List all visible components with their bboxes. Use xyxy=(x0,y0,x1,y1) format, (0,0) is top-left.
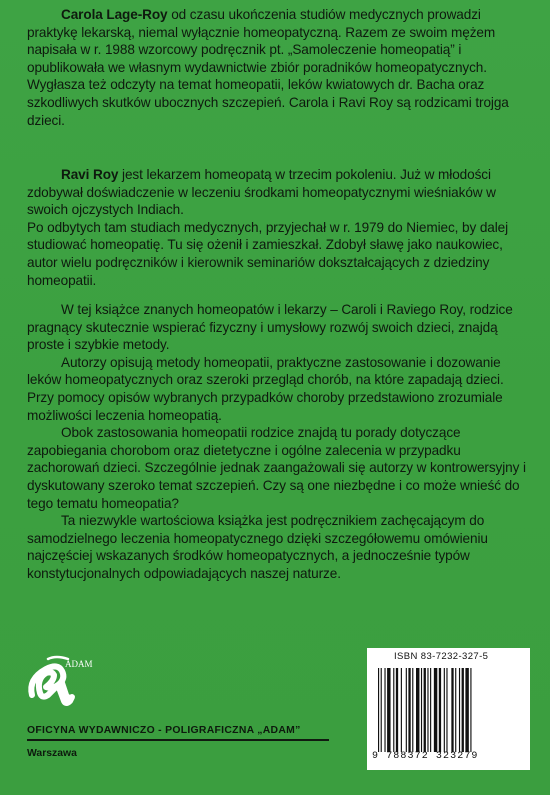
barcode-bars-icon xyxy=(377,668,520,752)
carola-paragraph xyxy=(27,6,527,129)
book-paragraph-3: Obok zastosowania homeopatii rodzice znajdą tu porady dotyczące zapobiegania chorobom oraz dietetyczne i ogólne zalecenia w przypadku zachorowań dzieci. Szczególnie jednak zaangażowali się autorzy w kontrowersyjny i dyskutowany szeroko temat szczepień. Czy są one niezbędne i co może wnieść do tego tematu homeopatia? xyxy=(27,425,526,511)
ravi-paragraph-2: Po odbytych tam studiach medycznych, przyjechał w r. 1979 do Niemiec, by dalej studiować homeopatię. Tu się ożenił i zamieszkał. Zdobył sławę jako naukowiec, autor wielu podręczników i kierownik seminariów dokształcających z dziedziny homeopatii. xyxy=(27,219,509,288)
barcode-digits: 9 788372 323279 xyxy=(372,751,479,762)
ravi-text: jest lekarzem homeopatą w trzecim pokoleniu. Już w młodości zdobywał doświadczenie w leczeniu środkami homeopatycznymi wieśniaków w swoich ojczystych Indiach. xyxy=(27,167,496,218)
logo-text: ADAM xyxy=(65,659,93,669)
adam-logo-icon xyxy=(24,655,94,707)
isbn-text: ISBN 83-7232-327-5 xyxy=(394,651,489,662)
ravi-name: Ravi Roy xyxy=(61,167,119,182)
book-description xyxy=(27,301,527,583)
publisher-city: Warszawa xyxy=(27,748,77,759)
ravi-bio xyxy=(27,166,527,289)
publisher-logo xyxy=(24,655,94,707)
book-paragraph-2: Autorzy opisują metody homeopatii, praktyczne zastosowanie i dozowanie leków homeopatycznych oraz szeroki przegląd chorób, na które zapadają dzieci. Przy pomocy opisów wybranych przypadków choroby przedstawiono zrozumiale możliwości leczenia homeopatią. xyxy=(27,354,504,423)
carola-name: Carola Lage-Roy xyxy=(61,7,168,22)
barcode xyxy=(367,648,530,770)
book-paragraph-1: W tej książce znanych homeopatów i lekarzy – Caroli i Raviego Roy, rodzice pragnący skutecznie wspierać fizyczny i umysłowy rozwój swoich dzieci, znajdą proste i szybkie metody. xyxy=(27,302,513,353)
publisher-divider xyxy=(27,739,329,741)
ravi-paragraph xyxy=(27,166,527,219)
publisher-name: OFICYNA WYDAWNICZO - POLIGRAFICZNA „ADAM” xyxy=(27,725,301,736)
carola-text: od czasu ukończenia studiów medycznych prowadzi praktykę lekarską, niemal wyłącznie homeopatyczną. Razem ze swoim mężem napisała w r. 1988 wzorcowy podręcznik pt. „Samoleczenie homeopatią” i opublikowała we własnym wydawnictwie zbiór poradników homeopatycznych. Wygłasza też odczyty na temat homeopatii, leków kwiatowych dr. Bacha oraz szkodliwych skutków ubocznych szczepień. Carola i Ravi Roy są rodzicami trojga dzieci. xyxy=(27,7,509,128)
carola-bio xyxy=(27,6,527,129)
book-paragraph-4: Ta niezwykle wartościowa książka jest podręcznikiem zachęcającym do samodzielnego leczenia homeopatycznego dzięki szczegółowemu omówieniu najczęściej wskazanych środków homeopatycznych, a jednocześnie typów konstytucjonalnych odpowiadających naszej naturze. xyxy=(27,513,488,581)
